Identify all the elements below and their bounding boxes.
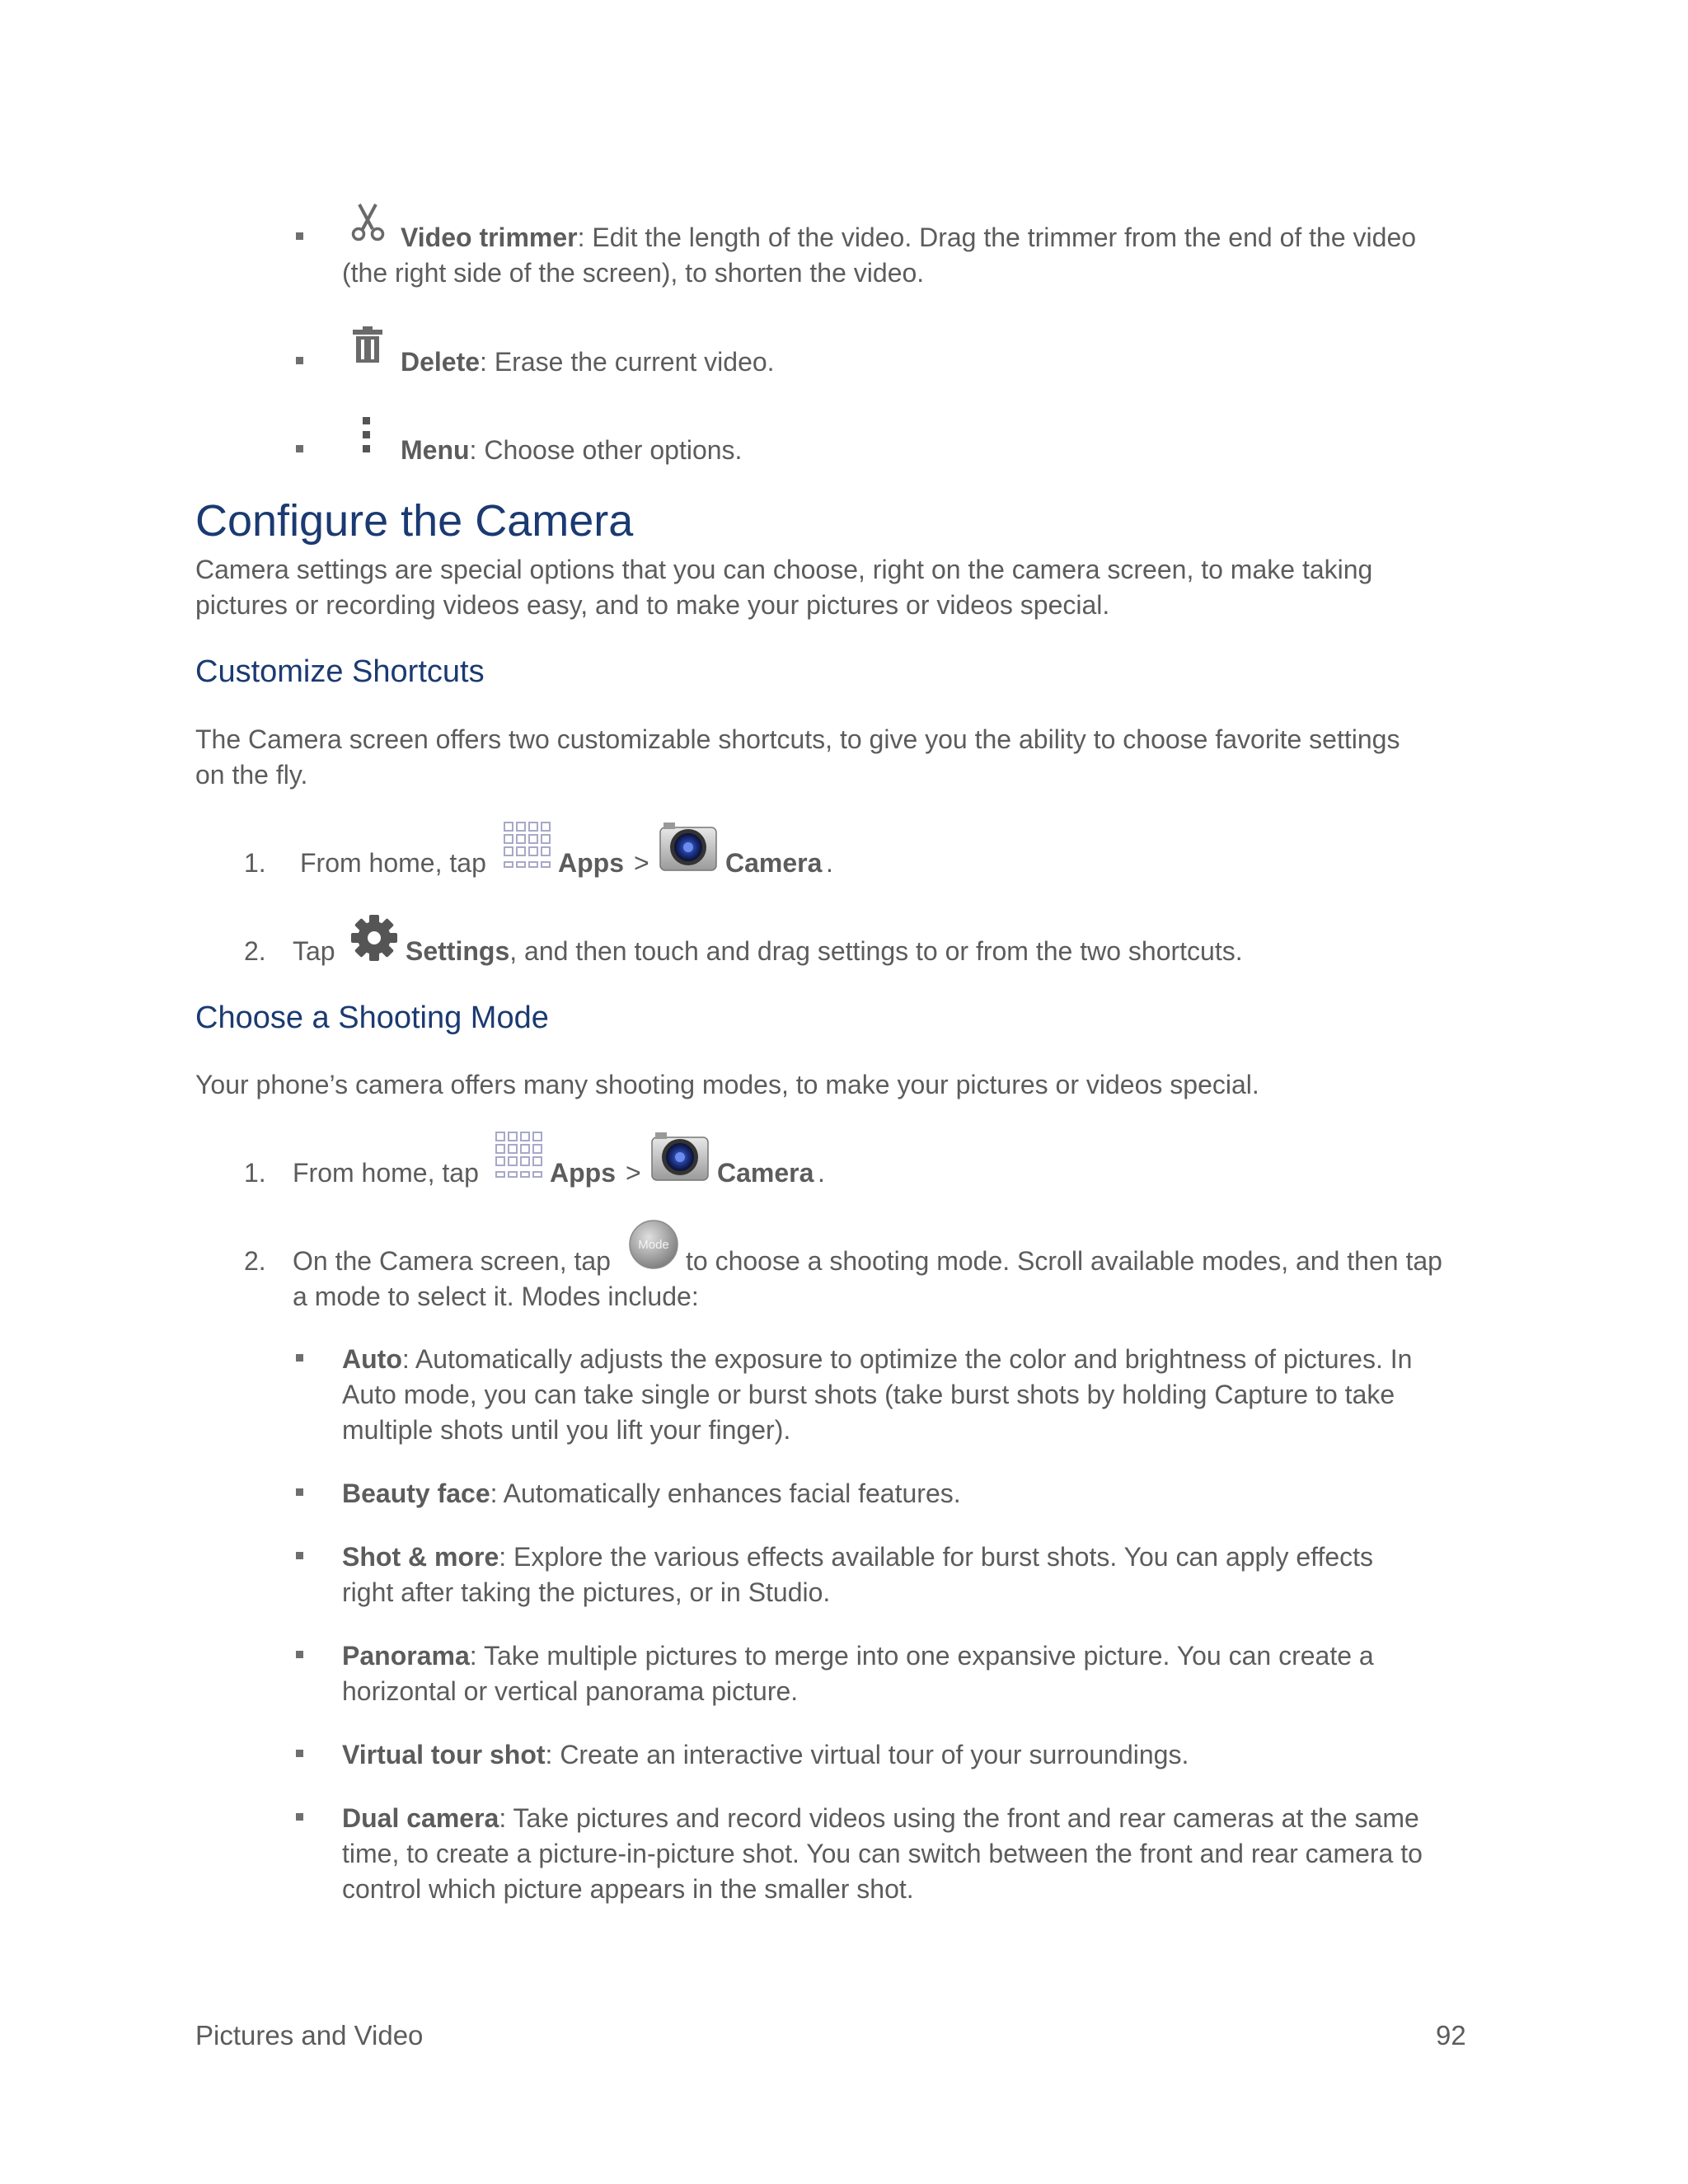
scissors-icon	[349, 201, 387, 242]
term: Video trimmer	[401, 223, 578, 252]
apps-label: Apps	[550, 1158, 616, 1188]
shooting-intro: Your phone’s camera offers many shooting modes, to make your pictures or videos special.	[195, 1070, 1259, 1099]
heading-customize-shortcuts: Customize Shortcuts	[195, 654, 485, 689]
bullet-video-trimmer	[401, 219, 1416, 255]
bullet-marker	[296, 1488, 303, 1496]
term: Dual camera	[342, 1803, 499, 1833]
mode-auto	[342, 1341, 1412, 1377]
footer-page-number: 92	[1436, 2020, 1466, 2050]
customize-step-2-text	[406, 933, 1243, 969]
term: Delete	[401, 347, 481, 377]
mode-virtual-tour-shot	[342, 1736, 1189, 1773]
term: Panorama	[342, 1641, 470, 1671]
step-number: 2.	[244, 936, 266, 966]
heading-configure-camera: Configure the Camera	[195, 496, 634, 546]
menu-dots-icon	[361, 415, 373, 455]
description: : Explore the various effects available for burst shots. You can apply effects	[499, 1542, 1374, 1572]
mode-dual-camera	[342, 1800, 1419, 1836]
mode-auto-line2: Auto mode, you can take single or burst shots (take burst shots by holding Capture to take	[342, 1380, 1395, 1409]
settings-label: Settings	[406, 936, 510, 966]
mode-panorama-line2: horizontal or vertical panorama picture.	[342, 1676, 799, 1706]
apps-label: Apps	[558, 848, 624, 878]
mode-dual-camera-line2: time, to create a picture-in-picture shot. You can switch between the front and rear camera to	[342, 1839, 1423, 1868]
bullet-menu	[401, 432, 742, 468]
bullet-marker	[296, 1750, 303, 1757]
camera-label: Camera	[717, 1158, 814, 1188]
term: Beauty face	[342, 1479, 490, 1508]
description: : Edit the length of the video. Drag the trimmer from the end of the video	[577, 223, 1417, 252]
period: .	[818, 1158, 825, 1188]
shooting-step-1-pre: From home, tap	[293, 1158, 479, 1188]
term: Virtual tour shot	[342, 1740, 546, 1769]
customize-intro-line2: on the fly.	[195, 760, 308, 790]
footer-section: Pictures and Video	[195, 2020, 424, 2050]
bullet-marker	[296, 445, 303, 452]
separator: >	[626, 1158, 641, 1188]
apps-grid-icon	[503, 821, 552, 872]
camera-icon	[657, 821, 720, 874]
description: : Create an interactive virtual tour of your surroundings.	[545, 1740, 1189, 1769]
configure-intro-line1: Camera settings are special options that you can choose, right on the camera screen, to make taking	[195, 555, 1373, 584]
bullet-video-trimmer-line2: (the right side of the screen), to shorten the video.	[342, 258, 925, 288]
description: : Take multiple pictures to merge into one expansive picture. You can create a	[469, 1641, 1374, 1671]
camera-label: Camera	[725, 848, 823, 878]
bullet-marker	[296, 232, 303, 240]
heading-shooting-mode: Choose a Shooting Mode	[195, 1001, 549, 1035]
term: Auto	[342, 1344, 402, 1374]
description: : Automatically adjusts the exposure to optimize the color and brightness of pictures. In	[401, 1344, 1413, 1374]
bullet-marker	[296, 357, 303, 364]
trash-icon	[349, 326, 386, 366]
step-number: 1.	[244, 848, 266, 878]
term: Menu	[401, 435, 470, 465]
description: : Choose other options.	[469, 435, 743, 465]
mode-auto-line3: multiple shots until you lift your finger).	[342, 1415, 791, 1445]
description: : Take pictures and record videos using the front and rear cameras at the same	[499, 1803, 1419, 1833]
customize-step-2-pre: Tap	[293, 936, 335, 966]
bullet-delete	[401, 344, 775, 380]
mode-beauty-face	[342, 1475, 961, 1511]
mode-shot-and-more	[342, 1539, 1373, 1575]
step-number: 1.	[244, 1158, 266, 1188]
bullet-marker	[296, 1354, 303, 1361]
period: .	[826, 848, 833, 878]
step-number: 2.	[244, 1246, 266, 1276]
shooting-step-2-line2: a mode to select it. Modes include:	[293, 1282, 699, 1311]
customize-step-1-pre: From home, tap	[300, 848, 486, 878]
term: Shot & more	[342, 1542, 499, 1572]
bullet-marker	[296, 1552, 303, 1559]
bullet-marker	[296, 1651, 303, 1658]
configure-intro-line2: pictures or recording videos easy, and to make your pictures or videos special.	[195, 590, 1110, 620]
mode-button-icon	[628, 1219, 679, 1270]
mode-panorama	[342, 1638, 1374, 1674]
separator: >	[634, 848, 649, 878]
mode-shot-and-more-line2: right after taking the pictures, or in Studio.	[342, 1577, 831, 1607]
camera-icon	[649, 1131, 711, 1183]
bullet-marker	[296, 1813, 303, 1821]
customize-intro-line1: The Camera screen offers two customizable shortcuts, to give you the ability to choose favorite settings	[195, 724, 1400, 754]
mode-dual-camera-line3: control which picture appears in the smaller shot.	[342, 1874, 914, 1904]
shooting-step-2-pre: On the Camera screen, tap	[293, 1246, 611, 1276]
description: , and then touch and drag settings to or from the two shortcuts.	[509, 936, 1243, 966]
gear-icon	[349, 913, 399, 963]
apps-grid-icon	[495, 1131, 544, 1182]
mode-icon-label: Mode	[638, 1238, 669, 1252]
description: : Automatically enhances facial features.	[490, 1479, 961, 1508]
description: : Erase the current video.	[480, 347, 775, 377]
shooting-step-2-post: to choose a shooting mode. Scroll available modes, and then tap	[686, 1246, 1442, 1276]
